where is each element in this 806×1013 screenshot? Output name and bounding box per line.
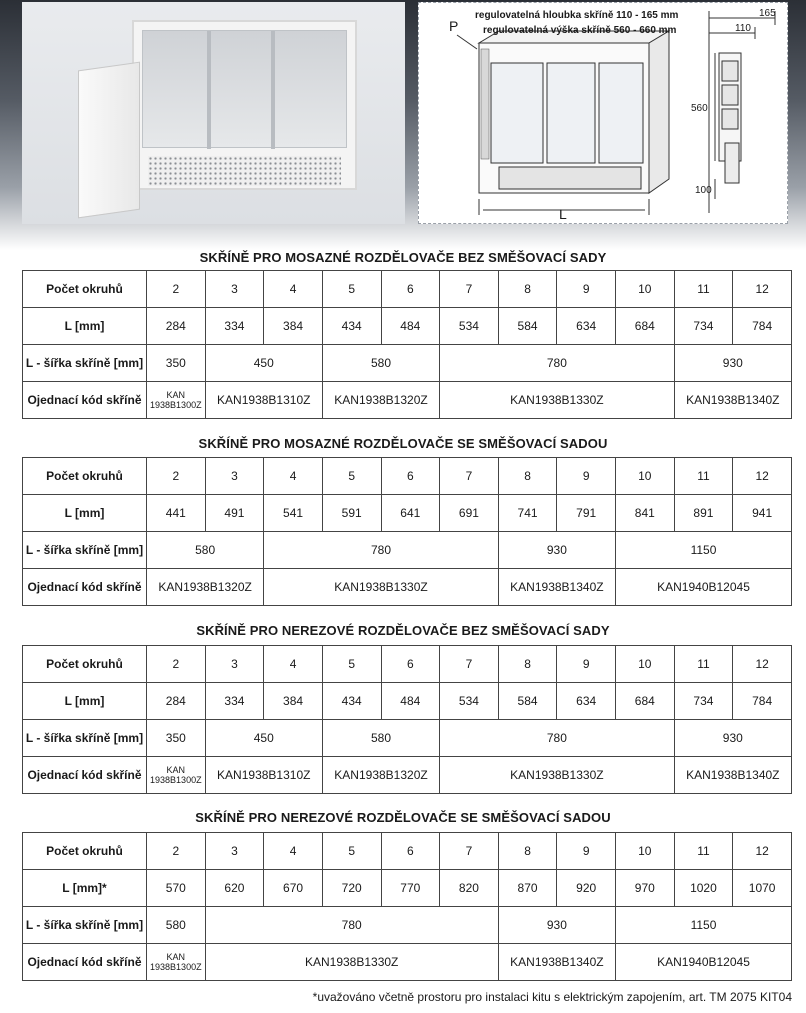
cabinet-body bbox=[132, 20, 357, 190]
cabinet-rail bbox=[271, 31, 275, 149]
l-cell: 284 bbox=[147, 683, 206, 720]
row-label-L: L [mm] bbox=[23, 683, 147, 720]
l-cell: 841 bbox=[616, 495, 675, 532]
count-cell: 11 bbox=[674, 271, 733, 308]
code-cell: KAN1938B1340Z bbox=[674, 757, 791, 794]
cabinet-interior bbox=[142, 30, 347, 148]
width-cell: 930 bbox=[674, 345, 791, 382]
count-cell: 8 bbox=[498, 271, 557, 308]
l-cell: 941 bbox=[733, 495, 792, 532]
table-row bbox=[23, 646, 792, 683]
count-cell: 6 bbox=[381, 833, 440, 870]
l-cell: 820 bbox=[440, 870, 499, 907]
l-cell: 641 bbox=[381, 495, 440, 532]
count-cell: 9 bbox=[557, 646, 616, 683]
section-title-1: SKŘÍNĚ PRO MOSAZNÉ ROZDĚLOVAČE BEZ SMĚŠOVACÍ SADY bbox=[199, 250, 607, 265]
width-cell: 350 bbox=[147, 720, 206, 757]
height-note: regulovatelná výška skříně 560 - 660 mm bbox=[483, 25, 677, 36]
l-cell: 870 bbox=[498, 870, 557, 907]
count-cell: 10 bbox=[616, 458, 675, 495]
dim-P: P bbox=[449, 18, 459, 34]
row-label-width: L - šířka skříně [mm] bbox=[23, 907, 147, 944]
l-cell: 684 bbox=[616, 308, 675, 345]
count-cell: 12 bbox=[733, 833, 792, 870]
count-cell: 2 bbox=[147, 646, 206, 683]
row-label-width: L - šířka skříně [mm] bbox=[23, 345, 147, 382]
l-cell: 584 bbox=[498, 308, 557, 345]
table-row bbox=[23, 683, 792, 720]
table-row bbox=[23, 532, 792, 569]
table-row bbox=[23, 308, 792, 345]
code-cell: KAN1938B1330Z bbox=[440, 757, 675, 794]
cabinet-rail bbox=[207, 31, 211, 149]
l-cell: 484 bbox=[381, 308, 440, 345]
row-label-code: Ojednací kód skříně bbox=[23, 944, 147, 981]
l-cell: 684 bbox=[616, 683, 675, 720]
width-cell: 780 bbox=[440, 345, 675, 382]
width-cell: 580 bbox=[147, 907, 206, 944]
l-cell: 334 bbox=[205, 683, 264, 720]
count-cell: 11 bbox=[674, 458, 733, 495]
count-cell: 11 bbox=[674, 646, 733, 683]
l-cell: 570 bbox=[147, 870, 206, 907]
count-cell: 8 bbox=[498, 646, 557, 683]
l-cell: 784 bbox=[733, 308, 792, 345]
count-cell: 9 bbox=[557, 271, 616, 308]
code-cell: KAN1938B1340Z bbox=[498, 569, 615, 606]
l-cell: 1020 bbox=[674, 870, 733, 907]
row-label-L: L [mm] bbox=[23, 308, 147, 345]
count-cell: 9 bbox=[557, 833, 616, 870]
count-cell: 8 bbox=[498, 458, 557, 495]
l-cell: 434 bbox=[322, 683, 381, 720]
code-cell: KAN1940B12045 bbox=[616, 944, 792, 981]
width-cell: 450 bbox=[205, 345, 322, 382]
count-cell: 3 bbox=[205, 646, 264, 683]
count-cell: 10 bbox=[616, 271, 675, 308]
table-row bbox=[23, 720, 792, 757]
count-cell: 4 bbox=[264, 271, 323, 308]
count-cell: 5 bbox=[322, 458, 381, 495]
count-cell: 7 bbox=[440, 458, 499, 495]
row-label-code: Ojednací kód skříně bbox=[23, 569, 147, 606]
count-cell: 3 bbox=[205, 458, 264, 495]
l-cell: 741 bbox=[498, 495, 557, 532]
l-cell: 920 bbox=[557, 870, 616, 907]
code-cell: KAN1938B1340Z bbox=[498, 944, 615, 981]
count-cell: 4 bbox=[264, 458, 323, 495]
code-cell: KAN1938B1320Z bbox=[322, 382, 439, 419]
width-cell: 930 bbox=[674, 720, 791, 757]
l-cell: 541 bbox=[264, 495, 323, 532]
l-cell: 691 bbox=[440, 495, 499, 532]
code-cell: KAN1938B1320Z bbox=[322, 757, 439, 794]
code-cell: KAN1938B1330Z bbox=[205, 944, 498, 981]
section-title-4: SKŘÍNĚ PRO NEREZOVÉ ROZDĚLOVAČE SE SMĚŠOVACÍ SADOU bbox=[195, 810, 611, 825]
width-cell: 580 bbox=[322, 720, 439, 757]
count-cell: 2 bbox=[147, 271, 206, 308]
l-cell: 1070 bbox=[733, 870, 792, 907]
count-cell: 6 bbox=[381, 646, 440, 683]
l-cell: 384 bbox=[264, 683, 323, 720]
count-cell: 2 bbox=[147, 458, 206, 495]
footnote: *uvažováno včetně prostoru pro instalaci kitu s elektrickým zapojením, art. TM 2075 KIT04 bbox=[312, 990, 792, 1004]
l-cell: 534 bbox=[440, 308, 499, 345]
count-cell: 3 bbox=[205, 833, 264, 870]
count-cell: 8 bbox=[498, 833, 557, 870]
table-row bbox=[23, 907, 792, 944]
code-cell: KAN1938B1330Z bbox=[440, 382, 675, 419]
l-cell: 734 bbox=[674, 683, 733, 720]
section-title-3: SKŘÍNĚ PRO NEREZOVÉ ROZDĚLOVAČE BEZ SMĚŠOVACÍ SADY bbox=[196, 623, 610, 638]
code-cell: KAN 1938B1300Z bbox=[147, 757, 206, 794]
count-cell: 7 bbox=[440, 833, 499, 870]
l-cell: 784 bbox=[733, 683, 792, 720]
code-cell: KAN 1938B1300Z bbox=[147, 944, 206, 981]
count-cell: 7 bbox=[440, 646, 499, 683]
table-row bbox=[23, 382, 792, 419]
l-cell: 441 bbox=[147, 495, 206, 532]
width-cell: 1150 bbox=[616, 907, 792, 944]
technical-drawing-svg bbox=[419, 3, 789, 225]
code-cell: KAN1940B12045 bbox=[616, 569, 792, 606]
dim-560: 560 bbox=[691, 103, 708, 114]
l-cell: 891 bbox=[674, 495, 733, 532]
table-row bbox=[23, 271, 792, 308]
dim-165: 165 bbox=[759, 8, 776, 19]
l-cell: 384 bbox=[264, 308, 323, 345]
l-cell: 620 bbox=[205, 870, 264, 907]
width-cell: 580 bbox=[322, 345, 439, 382]
count-cell: 6 bbox=[381, 271, 440, 308]
count-cell: 7 bbox=[440, 271, 499, 308]
table-row bbox=[23, 833, 792, 870]
count-cell: 12 bbox=[733, 271, 792, 308]
cabinet-grille bbox=[148, 156, 341, 186]
count-cell: 9 bbox=[557, 458, 616, 495]
row-label-count: Počet okruhů bbox=[23, 458, 147, 495]
row-label-count: Počet okruhů bbox=[23, 271, 147, 308]
width-cell: 780 bbox=[440, 720, 675, 757]
l-cell: 670 bbox=[264, 870, 323, 907]
code-cell: KAN1938B1340Z bbox=[674, 382, 791, 419]
dim-L: L bbox=[559, 206, 567, 222]
l-cell: 591 bbox=[322, 495, 381, 532]
width-cell: 1150 bbox=[616, 532, 792, 569]
table-row bbox=[23, 870, 792, 907]
width-cell: 780 bbox=[205, 907, 498, 944]
row-label-count: Počet okruhů bbox=[23, 646, 147, 683]
width-cell: 930 bbox=[498, 532, 615, 569]
spec-table-1 bbox=[22, 270, 792, 419]
count-cell: 2 bbox=[147, 833, 206, 870]
l-cell: 434 bbox=[322, 308, 381, 345]
count-cell: 5 bbox=[322, 646, 381, 683]
count-cell: 11 bbox=[674, 833, 733, 870]
l-cell: 334 bbox=[205, 308, 264, 345]
code-cell: KAN1938B1310Z bbox=[205, 757, 322, 794]
table-row bbox=[23, 757, 792, 794]
cabinet-door bbox=[78, 62, 140, 219]
table-row bbox=[23, 569, 792, 606]
row-label-width: L - šířka skříně [mm] bbox=[23, 720, 147, 757]
l-cell: 634 bbox=[557, 308, 616, 345]
section-title-2: SKŘÍNĚ PRO MOSAZNÉ ROZDĚLOVAČE SE SMĚŠOVACÍ SADOU bbox=[198, 436, 608, 451]
spec-table-3 bbox=[22, 645, 792, 794]
width-cell: 780 bbox=[264, 532, 499, 569]
count-cell: 5 bbox=[322, 271, 381, 308]
cabinet-photo bbox=[22, 2, 405, 224]
l-cell: 634 bbox=[557, 683, 616, 720]
code-cell: KAN 1938B1300Z bbox=[147, 382, 206, 419]
count-cell: 10 bbox=[616, 833, 675, 870]
row-label-count: Počet okruhů bbox=[23, 833, 147, 870]
width-cell: 930 bbox=[498, 907, 615, 944]
l-cell: 584 bbox=[498, 683, 557, 720]
depth-note: regulovatelná hloubka skříně 110 - 165 mm bbox=[475, 10, 679, 21]
table-row bbox=[23, 495, 792, 532]
l-cell: 484 bbox=[381, 683, 440, 720]
dim-100: 100 bbox=[695, 185, 712, 196]
dim-110: 110 bbox=[735, 23, 751, 34]
count-cell: 12 bbox=[733, 646, 792, 683]
l-cell: 770 bbox=[381, 870, 440, 907]
code-cell: KAN1938B1320Z bbox=[147, 569, 264, 606]
count-cell: 4 bbox=[264, 833, 323, 870]
table-row bbox=[23, 944, 792, 981]
l-cell: 491 bbox=[205, 495, 264, 532]
l-cell: 534 bbox=[440, 683, 499, 720]
spec-table-2 bbox=[22, 457, 792, 606]
width-cell: 450 bbox=[205, 720, 322, 757]
count-cell: 4 bbox=[264, 646, 323, 683]
l-cell: 734 bbox=[674, 308, 733, 345]
l-cell: 970 bbox=[616, 870, 675, 907]
count-cell: 12 bbox=[733, 458, 792, 495]
count-cell: 10 bbox=[616, 646, 675, 683]
l-cell: 720 bbox=[322, 870, 381, 907]
count-cell: 5 bbox=[322, 833, 381, 870]
code-cell: KAN1938B1310Z bbox=[205, 382, 322, 419]
row-label-code: Ojednací kód skříně bbox=[23, 382, 147, 419]
count-cell: 3 bbox=[205, 271, 264, 308]
row-label-code: Ojednací kód skříně bbox=[23, 757, 147, 794]
technical-drawing bbox=[418, 2, 788, 224]
spec-table-4 bbox=[22, 832, 792, 981]
row-label-L: L [mm]* bbox=[23, 870, 147, 907]
table-row bbox=[23, 345, 792, 382]
count-cell: 6 bbox=[381, 458, 440, 495]
width-cell: 350 bbox=[147, 345, 206, 382]
l-cell: 284 bbox=[147, 308, 206, 345]
row-label-width: L - šířka skříně [mm] bbox=[23, 532, 147, 569]
code-cell: KAN1938B1330Z bbox=[264, 569, 499, 606]
row-label-L: L [mm] bbox=[23, 495, 147, 532]
width-cell: 580 bbox=[147, 532, 264, 569]
table-row bbox=[23, 458, 792, 495]
l-cell: 791 bbox=[557, 495, 616, 532]
